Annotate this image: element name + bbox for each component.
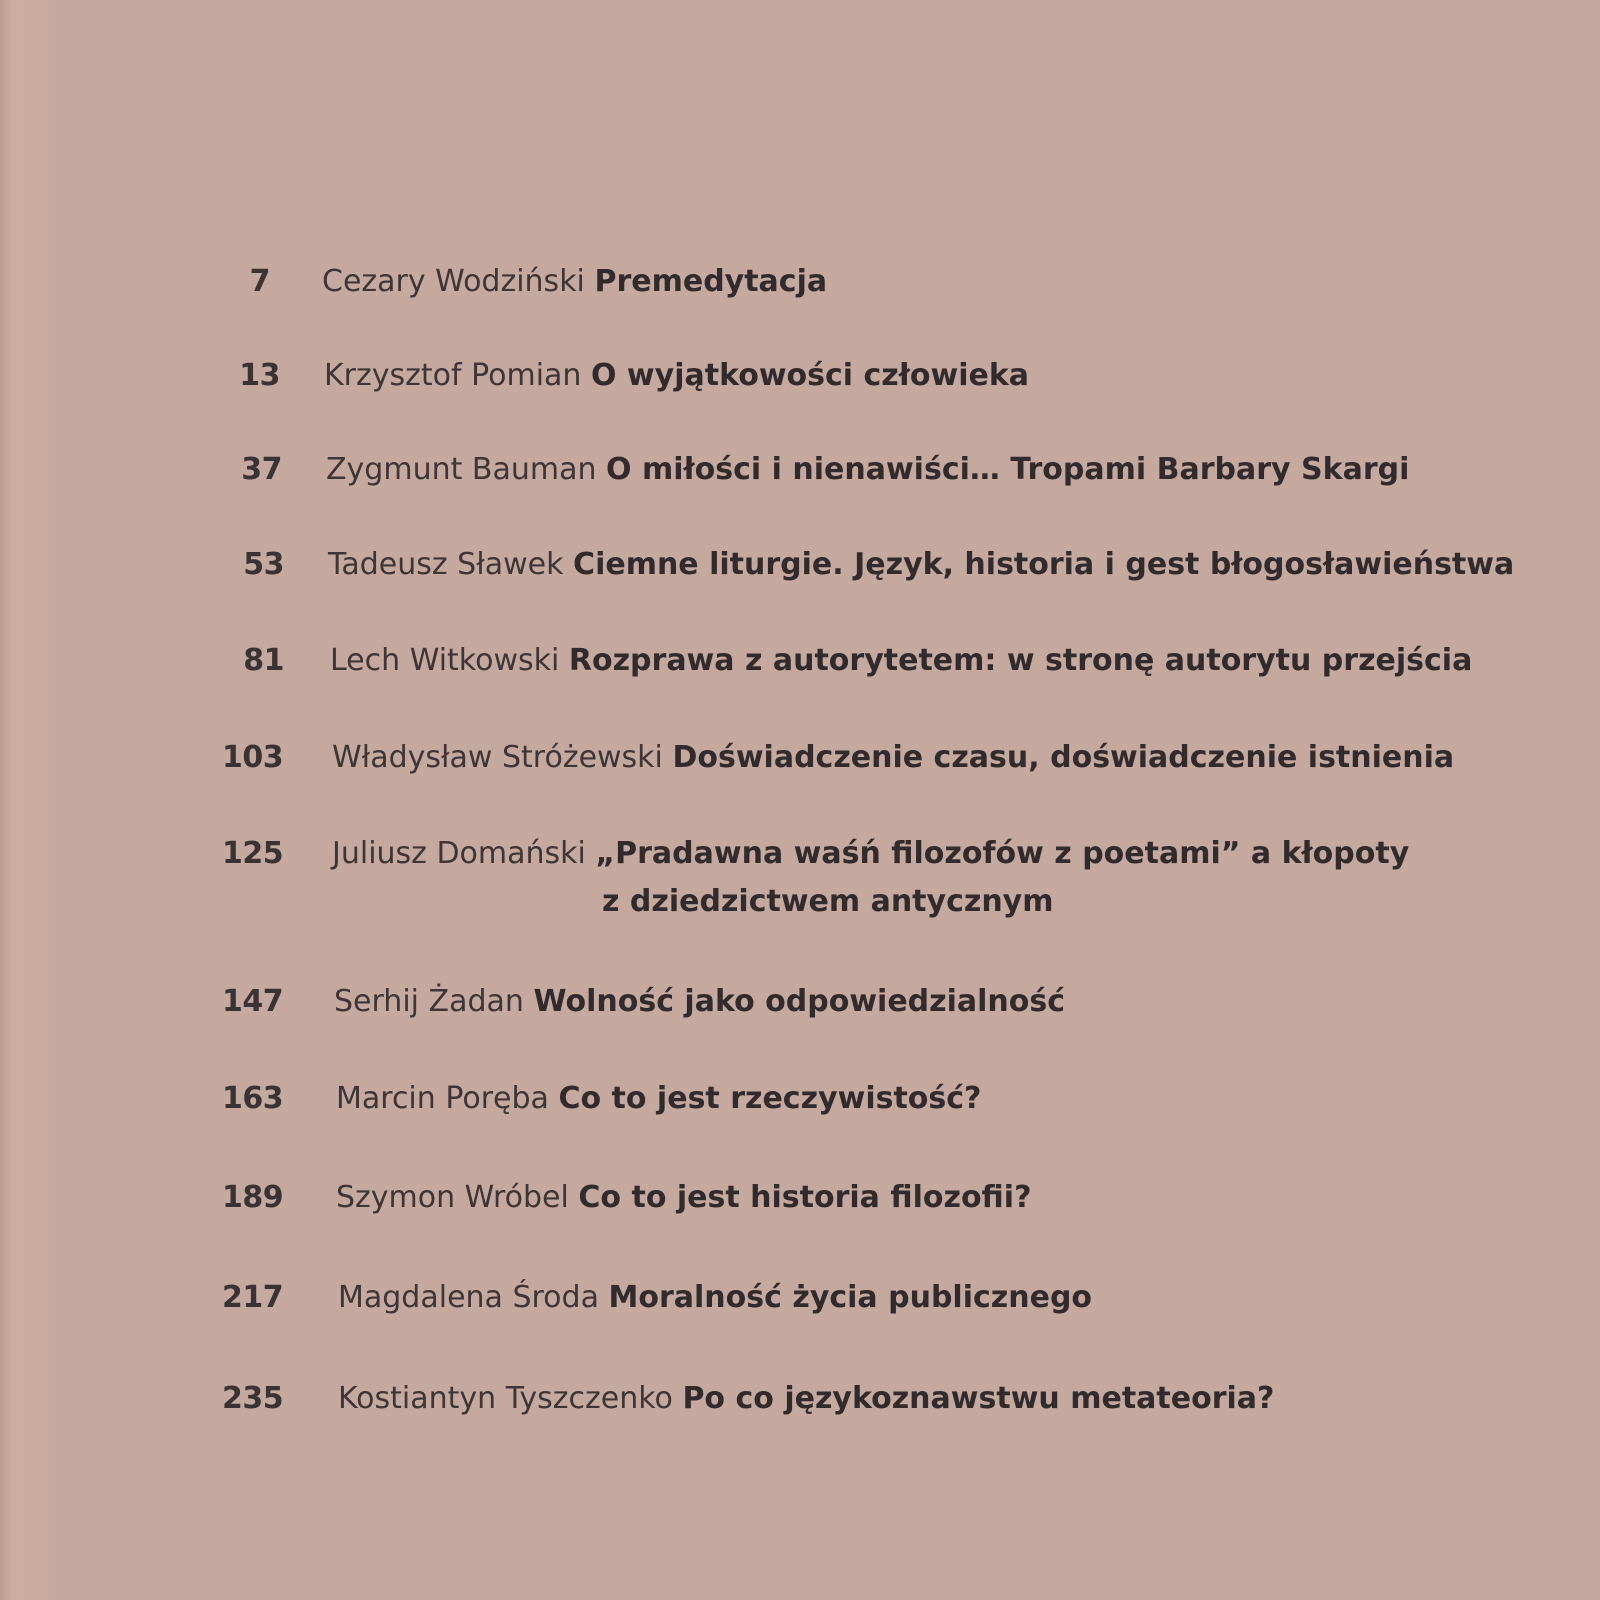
author-name: Magdalena Środa: [338, 1280, 599, 1315]
author-name: Władysław Stróżewski: [332, 740, 663, 775]
entry-text: [326, 446, 1409, 494]
page-number: 37: [241, 452, 282, 487]
entry-text: [332, 830, 1409, 878]
page-number: 7: [249, 264, 270, 299]
author-name: Zygmunt Bauman: [326, 452, 597, 487]
essay-title-continuation: z dziedzictwem antycznym: [602, 884, 1054, 919]
page-number: 103: [222, 740, 284, 775]
essay-title: Co to jest rzeczywistość?: [558, 1081, 982, 1116]
page-number: 125: [222, 836, 284, 871]
essay-title: Rozprawa z autorytetem: w stronę autorytu przejścia: [568, 643, 1473, 678]
page-number: 189: [222, 1180, 284, 1215]
essay-title: Moralność życia publicznego: [608, 1280, 1093, 1315]
essay-title: Ciemne liturgie. Język, historia i gest błogosławieństwa: [573, 547, 1515, 582]
page-number: 53: [243, 547, 284, 582]
entry-text: [324, 352, 1029, 400]
author-name: Serhij Żadan: [334, 984, 524, 1019]
entry-text: [332, 734, 1454, 782]
essay-title: O miłości i nienawiści… Tropami Barbary Skargi: [606, 452, 1410, 487]
page-number: 163: [222, 1081, 284, 1116]
essay-title: Doświadczenie czasu, doświadczenie istnienia: [672, 740, 1455, 775]
author-name: Kostiantyn Tyszczenko: [338, 1381, 673, 1416]
page-number: 235: [222, 1381, 284, 1416]
entry-text: [334, 978, 1065, 1026]
essay-title: O wyjątkowości człowieka: [590, 358, 1030, 393]
entry-text: [336, 1174, 1031, 1222]
essay-title: Po co językoznawstwu metateoria?: [682, 1381, 1275, 1416]
page-number: 147: [222, 984, 284, 1019]
author-name: Szymon Wróbel: [336, 1180, 569, 1215]
entry-text: [322, 258, 827, 306]
author-name: Tadeusz Sławek: [328, 547, 564, 582]
author-name: Juliusz Domański: [332, 836, 586, 871]
entry-text: [328, 541, 1514, 589]
author-name: Lech Witkowski: [330, 643, 560, 678]
page-number: 217: [222, 1280, 284, 1315]
author-name: Marcin Poręba: [336, 1081, 549, 1116]
entry-text: [336, 1075, 981, 1123]
essay-title: Premedytacja: [594, 264, 828, 299]
page-number: 13: [239, 358, 280, 393]
essay-title: „Pradawna waśń filozofów z poetami” a kłopoty: [595, 836, 1410, 871]
entry-text: [330, 637, 1472, 685]
entry-text: [338, 1375, 1274, 1423]
author-name: Cezary Wodziński: [322, 264, 585, 299]
essay-title: Co to jest historia filozofii?: [578, 1180, 1032, 1215]
essay-title: Wolność jako odpowiedzialność: [533, 984, 1066, 1019]
entry-text: [338, 1274, 1092, 1322]
author-name: Krzysztof Pomian: [324, 358, 582, 393]
page-number: 81: [243, 643, 284, 678]
